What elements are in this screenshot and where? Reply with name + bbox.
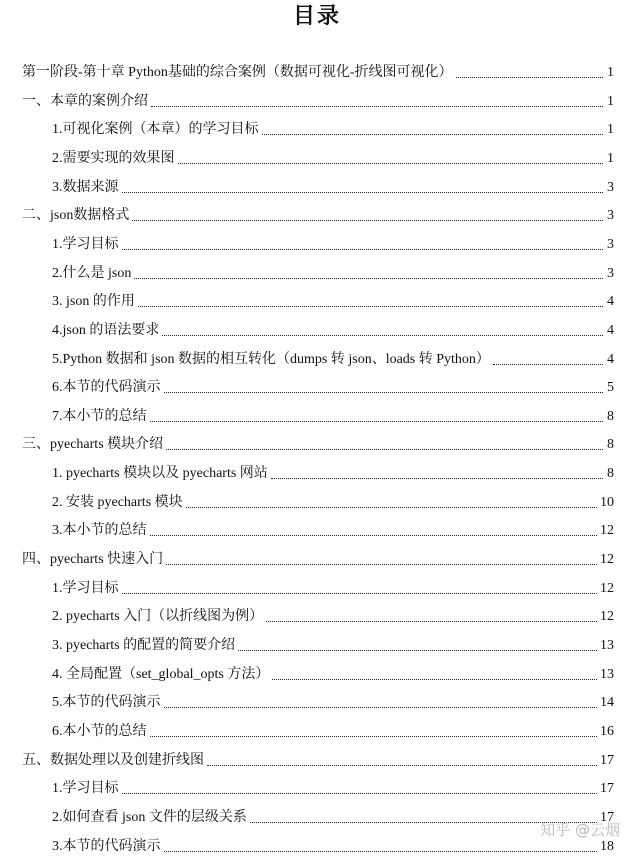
toc-entry-label: 7.本小节的总结: [52, 408, 147, 424]
watermark-text: 知乎 @云烟: [540, 821, 620, 839]
toc-entry-page-number: 18: [600, 838, 614, 854]
toc-entry-page-number: 5: [607, 380, 614, 396]
dot-leader: [122, 793, 598, 794]
toc-entry-label: 3. json 的作用: [52, 294, 135, 310]
toc-entry-page-number: 12: [600, 552, 614, 568]
watermark: [540, 819, 620, 840]
toc-entry[interactable]: [52, 312, 614, 340]
toc-entry-page-number: 3: [607, 236, 614, 252]
toc-entry-page-number: 13: [600, 638, 614, 653]
toc-title: 目录: [292, 4, 341, 29]
dot-leader: [134, 278, 603, 279]
toc-entry-page-number: 17: [600, 809, 614, 825]
dot-leader: [266, 621, 597, 622]
toc-entry-label: 5.Python 数据和 json 数据的相互转化（dumps 转 json、loads 转 Python）: [52, 351, 490, 367]
toc-entry-page-number: 12: [600, 523, 614, 539]
toc-entry-page-number: 8: [607, 408, 614, 424]
toc-entry[interactable]: [52, 656, 614, 684]
toc-entry-label: 1.学习目标: [52, 236, 119, 252]
toc-entry[interactable]: [52, 283, 614, 311]
dot-leader: [164, 707, 598, 708]
toc-entry-label: 5.本节的代码演示: [52, 695, 161, 711]
dot-leader: [238, 650, 597, 651]
toc-entry[interactable]: [22, 541, 614, 569]
dot-leader: [122, 593, 598, 594]
toc-entry[interactable]: [22, 426, 614, 454]
toc-entry-page-number: 4: [607, 322, 614, 338]
toc-entry-label: 2. 安装 pyecharts 模块: [52, 494, 183, 510]
toc-entry-page-number: 12: [600, 580, 614, 596]
toc-entry[interactable]: [52, 598, 614, 626]
toc-entry[interactable]: [52, 828, 614, 856]
toc-entry-page-number: 1: [607, 65, 614, 80]
toc-entry-label: 1.学习目标: [52, 580, 119, 596]
dot-leader: [166, 564, 597, 565]
toc-entry[interactable]: [52, 684, 614, 712]
toc-entry-page-number: 8: [607, 466, 614, 482]
toc-entry[interactable]: [52, 169, 614, 197]
dot-leader: [456, 77, 604, 78]
toc-entry-label: 2.什么是 json: [52, 265, 132, 281]
toc-entry-page-number: 4: [607, 351, 614, 367]
toc-entry-page-number: 3: [607, 179, 614, 195]
dot-leader: [138, 306, 603, 307]
toc-entry[interactable]: [52, 570, 614, 598]
dot-leader: [178, 163, 604, 164]
toc-entry-page-number: 1: [607, 122, 614, 138]
toc-entry[interactable]: [52, 627, 614, 655]
toc-entry[interactable]: [52, 455, 614, 483]
toc-entry-label: 3. pyecharts 的配置的简要介绍: [52, 638, 236, 653]
toc-entry[interactable]: [52, 140, 614, 168]
toc-entry-page-number: 12: [600, 609, 614, 625]
dot-leader: [493, 364, 603, 365]
toc-entry-label: 3.数据来源: [52, 179, 119, 195]
toc-entry-page-number: 3: [607, 265, 614, 281]
dot-leader: [271, 478, 603, 479]
toc-entry-label: 4.json 的语法要求: [52, 322, 160, 338]
toc-entry[interactable]: [52, 111, 614, 139]
toc-entry-label: 6.本小节的总结: [52, 723, 147, 739]
toc-entry[interactable]: [52, 398, 614, 426]
toc-entry-page-number: 4: [607, 294, 614, 310]
toc-entry[interactable]: [52, 226, 614, 254]
toc-entry-page-number: 17: [600, 781, 614, 797]
toc-entry[interactable]: [22, 83, 614, 111]
dot-leader: [272, 679, 597, 680]
toc-entry-page-number: 1: [607, 150, 614, 166]
toc-entry-label: 2.如何查看 json 文件的层级关系: [52, 809, 247, 825]
toc-entry-label: 3.本节的代码演示: [52, 838, 161, 854]
toc-entry-label: 2.需要实现的效果图: [52, 150, 175, 166]
toc-entry-label: 1. pyecharts 模块以及 pyecharts 网站: [52, 466, 268, 482]
toc-entry-label: 一、本章的案例介绍: [22, 93, 148, 109]
toc-entry-page-number: 8: [607, 437, 614, 453]
toc-entry-label: 1.可视化案例（本章）的学习目标: [52, 122, 259, 138]
toc-entry-page-number: 13: [600, 666, 614, 682]
toc-entry-page-number: 17: [600, 752, 614, 768]
dot-leader: [166, 449, 603, 450]
toc-entry[interactable]: [52, 369, 614, 397]
toc-entry-page-number: 14: [600, 695, 614, 711]
dot-leader: [150, 535, 598, 536]
dot-leader: [150, 736, 598, 737]
toc-entry[interactable]: [52, 770, 614, 798]
toc-entry-page-number: 16: [600, 723, 614, 739]
toc-entry[interactable]: [52, 484, 614, 512]
dot-leader: [207, 765, 597, 766]
toc-entry-label: 2. pyecharts 入门（以折线图为例）: [52, 609, 264, 625]
toc-entry-label: 二、json数据格式: [22, 208, 130, 224]
toc-entry[interactable]: [52, 799, 614, 827]
toc-entry-page-number: 10: [600, 494, 614, 510]
toc-entry[interactable]: [52, 255, 614, 283]
toc-entry-page-number: 1: [607, 93, 614, 109]
toc-entry-page-number: 3: [607, 208, 614, 224]
toc-entry[interactable]: [52, 341, 614, 369]
dot-leader: [162, 335, 603, 336]
toc-entry[interactable]: [52, 512, 614, 540]
dot-leader: [122, 249, 604, 250]
dot-leader: [164, 851, 598, 852]
toc-entry[interactable]: [22, 197, 614, 225]
toc-entry-label: 五、数据处理以及创建折线图: [22, 752, 204, 768]
dot-leader: [262, 134, 604, 135]
dot-leader: [122, 192, 604, 193]
dot-leader: [151, 106, 603, 107]
dot-leader: [150, 421, 604, 422]
toc-entry-label: 1.学习目标: [52, 781, 119, 797]
toc-entry-label: 6.本节的代码演示: [52, 380, 161, 396]
toc-entry[interactable]: [52, 713, 614, 741]
toc-entry-label: 第一阶段-第十章 Python基础的综合案例（数据可视化-折线图可视化）: [22, 65, 453, 80]
toc-entry[interactable]: [22, 54, 614, 82]
dot-leader: [132, 220, 603, 221]
toc-entry-label: 四、pyecharts 快速入门: [22, 552, 164, 568]
toc-entry[interactable]: [22, 742, 614, 770]
toc-entry-label: 4. 全局配置（set_global_opts 方法）: [52, 666, 270, 682]
dot-leader: [186, 507, 597, 508]
toc-entry-label: 三、pyecharts 模块介绍: [22, 437, 164, 453]
dot-leader: [164, 392, 604, 393]
toc-entry-label: 3.本小节的总结: [52, 523, 147, 539]
